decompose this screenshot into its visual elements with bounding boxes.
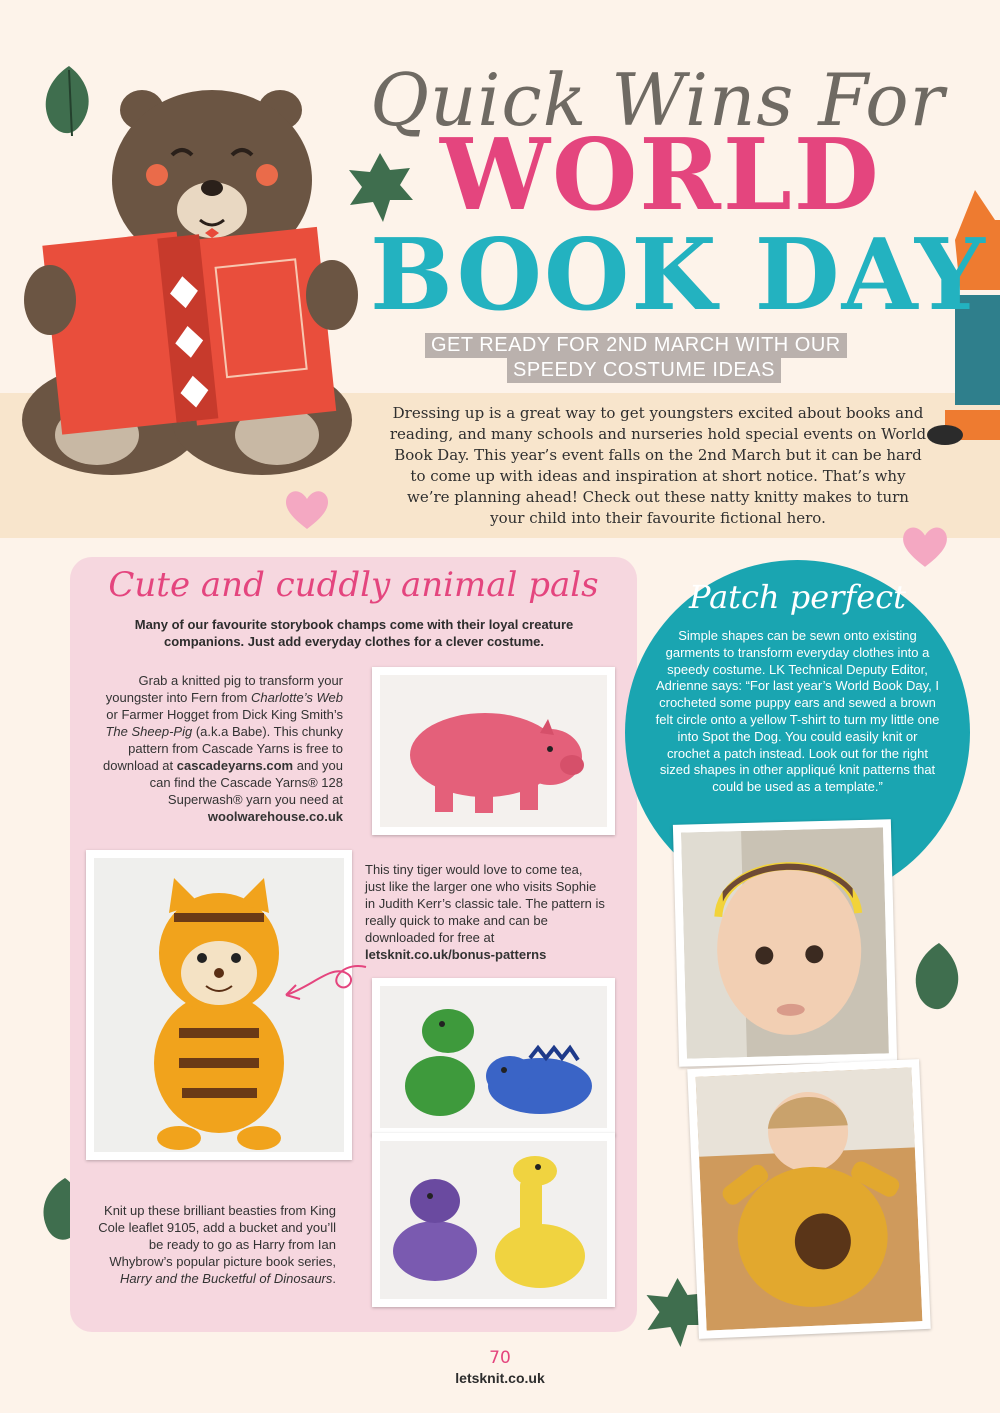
- knitted-dinosaurs-photo-2: [372, 1133, 615, 1307]
- pig-caption: Grab a knitted pig to transform your youngster into Fern from Charlotte’s Web or Farmer Hogget from Dick King Smith’s The Sheep-Pig (a.k.a Babe). This chunky pattern from Cascade Yarns is free to download at cascadeyarns.com and you can find the Cascade Yarns® 128 Superwash® yarn you need at woolwarehouse.co.uk: [103, 673, 343, 824]
- dinosaur-caption: Knit up these brilliant beasties from King Cole leaflet 9105, add a bucket and you’ll be ready to go as Harry from Ian Whybrow’s popular picture book series, Harry and the Bucketful of Dinosaurs.: [98, 1203, 336, 1286]
- subheading-line2: SPEEDY COSTUME IDEAS: [507, 358, 781, 383]
- book-title: Harry and the Bucketful of Dinosaurs: [119, 1271, 333, 1286]
- headline-title-line1: WORLD: [440, 118, 881, 233]
- leaf-icon: [345, 150, 415, 225]
- subheading-line1: GET READY FOR 2ND MARCH WITH OUR: [425, 333, 847, 358]
- book-title: The Sheep-Pig: [105, 724, 193, 739]
- patch-perfect-title: Patch perfect: [688, 578, 906, 616]
- animal-pals-lede: Many of our favourite storybook champs come with their loyal creature companions. Just add everyday clothes for a clever costume.: [134, 617, 574, 649]
- headline-title-line2: BOOK DAY: [370, 218, 987, 333]
- leaf-icon: [38, 62, 100, 140]
- tiger-caption: This tiny tiger would love to come tea, just like the larger one who visits Sophie in Judith Kerr’s classic tale. The pattern is really quick to make and can be downloaded for free at letsknit.co.uk/bonus-patterns: [365, 862, 605, 962]
- link-bonus-patterns[interactable]: letsknit.co.uk/bonus-patterns: [365, 947, 547, 962]
- knitted-dinosaurs-photo-1: [372, 978, 615, 1136]
- heart-icon: [900, 523, 950, 569]
- intro-paragraph: Dressing up is a great way to get youngsters excited about books and reading, and many schools and nurseries hold special events on World Book Day. This year’s event falls on the 2nd March but it can be hard to come up with ideas and inspiration at short notice. That’s why we’re planning ahead! Check out these natty knitty makes to turn your child into their favourite fictional hero.: [389, 404, 927, 527]
- arrow-icon: [276, 957, 371, 1007]
- baby-headband-photo: [673, 819, 897, 1067]
- baby-spot-costume-photo: [687, 1059, 931, 1339]
- headline-kicker: Quick Wins For: [370, 58, 946, 142]
- book-title: Charlotte’s Web: [250, 690, 343, 705]
- heart-icon: [283, 487, 331, 531]
- patch-perfect-text: Simple shapes can be sewn onto existing garments to transform everyday clothes into a speedy costume. LK Technical Deputy Editor, Adrienne says: “For last year’s World Book Day, I crocheted some puppy ears and sewed a brown felt circle onto a yellow T-shirt to turn my little one into Spot the Dog. You could easily knit or crochet a patch instead. Look out for the right sized shapes in other appliqué knit patterns that could be used as a template.”: [655, 628, 940, 795]
- page-number: 70: [489, 1348, 511, 1368]
- knitted-pig-photo: [372, 667, 615, 835]
- link-woolwarehouse[interactable]: woolwarehouse.co.uk: [207, 809, 343, 824]
- leaf-icon: [910, 940, 968, 1015]
- site-url[interactable]: letsknit.co.uk: [455, 1370, 545, 1386]
- link-cascadeyarns[interactable]: cascadeyarns.com: [176, 758, 294, 773]
- animal-pals-title: Cute and cuddly animal pals: [108, 565, 599, 605]
